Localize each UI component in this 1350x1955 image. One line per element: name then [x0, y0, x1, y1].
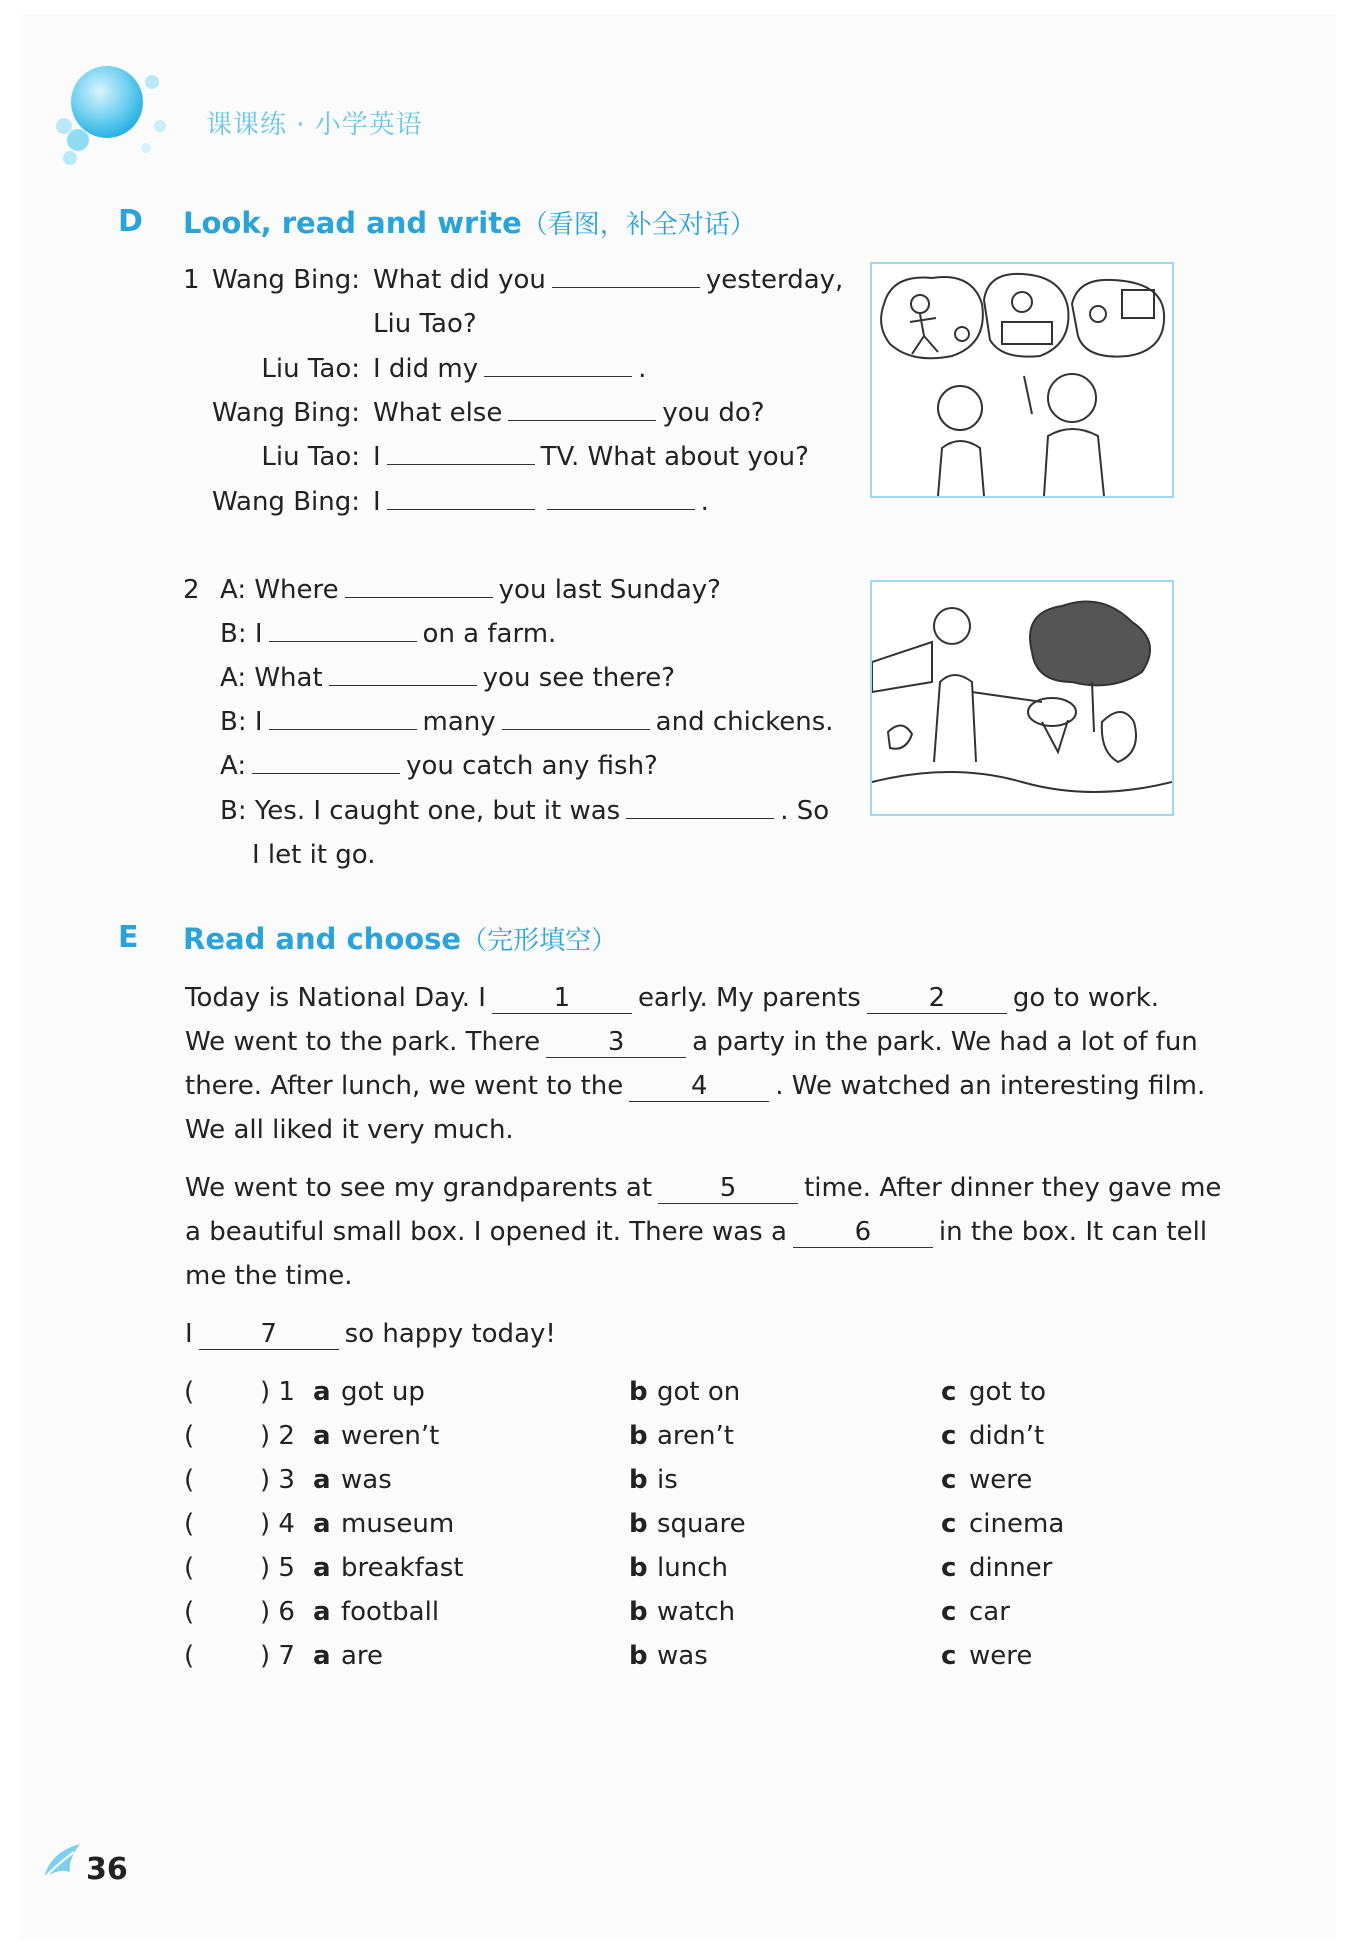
passage-line	[185, 1317, 556, 1351]
text: Today is National Day. I	[185, 983, 486, 1013]
passage-line	[185, 1215, 1207, 1249]
option-a-label[interactable]: a	[313, 1377, 331, 1407]
q2-l7: I let it go.	[252, 840, 376, 870]
option-a[interactable]: museum	[341, 1509, 455, 1539]
text: time. After dinner they gave me	[804, 1173, 1222, 1203]
text: B: Yes. I caught one, but it was	[220, 796, 621, 826]
q1-l1	[373, 263, 843, 297]
section-d-title-en: Look, read and write	[183, 206, 522, 240]
text: so happy today!	[344, 1319, 556, 1349]
option-c[interactable]: were	[969, 1465, 1033, 1495]
text: yesterday,	[705, 265, 844, 295]
q1-l1-speaker: Wang Bing:	[211, 265, 360, 295]
answer-blank[interactable]	[387, 487, 535, 510]
text: I	[373, 487, 381, 517]
answer-paren-open[interactable]: (	[184, 1641, 195, 1671]
text: B: I	[220, 707, 263, 737]
q1-l2: Liu Tao?	[373, 309, 477, 339]
option-c-label[interactable]: c	[941, 1421, 957, 1451]
section-e-letter: E	[118, 920, 139, 955]
text: in the box. It can tell	[938, 1217, 1208, 1247]
text: We went to the park. There	[185, 1027, 541, 1057]
option-c[interactable]: dinner	[969, 1553, 1053, 1583]
answer-blank[interactable]	[269, 619, 417, 642]
cloze-blank-6[interactable]: 6	[793, 1217, 933, 1248]
option-a[interactable]: are	[341, 1641, 384, 1671]
q1-l3	[373, 352, 646, 386]
option-number: ) 7	[260, 1641, 295, 1671]
text: you last Sunday?	[498, 575, 721, 605]
text: TV. What about you?	[540, 442, 809, 472]
q1-l4-speaker: Wang Bing:	[211, 398, 360, 428]
passage-line: me the time.	[185, 1261, 353, 1291]
boys-talking-drawing-icon	[872, 264, 1172, 496]
text: . So	[780, 796, 830, 826]
option-b-label[interactable]: b	[629, 1421, 648, 1451]
option-c-label[interactable]: c	[941, 1377, 957, 1407]
q1-l6-speaker: Wang Bing:	[211, 487, 360, 517]
cloze-blank-7[interactable]: 7	[199, 1319, 339, 1350]
q2-l4	[220, 705, 834, 739]
option-c-label[interactable]: c	[941, 1641, 957, 1671]
option-b-label[interactable]: b	[629, 1377, 648, 1407]
section-d-title-cn: （看图，补全对话）	[521, 210, 756, 240]
option-a-label[interactable]: a	[313, 1509, 331, 1539]
farm-fishing-drawing-icon	[872, 582, 1172, 814]
option-c-label[interactable]: c	[941, 1597, 957, 1627]
answer-blank[interactable]	[502, 707, 650, 730]
answer-blank[interactable]	[547, 487, 695, 510]
answer-paren-open[interactable]: (	[184, 1553, 195, 1583]
bubbles-logo-icon	[50, 58, 180, 170]
section-e-title	[183, 920, 617, 957]
text: A: Where	[220, 575, 339, 605]
q2-l5	[220, 749, 658, 783]
illustration-boys-talking	[870, 262, 1174, 498]
text: A:	[220, 751, 247, 781]
text: you do?	[662, 398, 765, 428]
section-e-title-cn: （完形填空）	[461, 926, 618, 956]
text: .	[638, 354, 647, 384]
answer-blank[interactable]	[552, 265, 700, 288]
option-b[interactable]: got on	[657, 1377, 741, 1407]
option-a[interactable]: breakfast	[341, 1553, 464, 1583]
answer-blank[interactable]	[387, 442, 535, 465]
option-number: ) 2	[260, 1421, 295, 1451]
text: on a farm.	[422, 619, 557, 649]
option-c[interactable]: cinema	[969, 1509, 1065, 1539]
option-number: ) 4	[260, 1509, 295, 1539]
text: A: What	[220, 663, 323, 693]
answer-blank[interactable]	[508, 398, 656, 421]
answer-paren-open[interactable]: (	[184, 1509, 195, 1539]
option-a[interactable]: was	[341, 1465, 392, 1495]
illustration-farm-fishing	[870, 580, 1174, 816]
section-e-title-en: Read and choose	[183, 922, 462, 956]
option-b-label[interactable]: b	[629, 1465, 648, 1495]
answer-blank[interactable]	[252, 751, 400, 774]
option-b-label[interactable]: b	[629, 1597, 648, 1627]
answer-blank[interactable]	[269, 707, 417, 730]
q1-l3-speaker: Liu Tao:	[261, 354, 360, 384]
option-a-label[interactable]: a	[313, 1597, 331, 1627]
q1-l5-speaker: Liu Tao:	[261, 442, 360, 472]
passage-line: We all liked it very much.	[185, 1115, 514, 1145]
q2-number: 2	[183, 575, 200, 605]
option-c[interactable]: got to	[969, 1377, 1046, 1407]
option-a[interactable]: got up	[341, 1377, 425, 1407]
cloze-blank-5[interactable]: 5	[658, 1173, 798, 1204]
answer-blank[interactable]	[484, 354, 632, 377]
option-a[interactable]: football	[341, 1597, 440, 1627]
text: early. My parents	[637, 983, 861, 1013]
section-d-title	[183, 204, 756, 241]
option-number: ) 1	[260, 1377, 295, 1407]
text: We went to see my grandparents at	[185, 1173, 653, 1203]
text: and chickens.	[655, 707, 834, 737]
cloze-blank-3[interactable]: 3	[546, 1027, 686, 1058]
answer-blank[interactable]	[345, 575, 493, 598]
option-b[interactable]: watch	[657, 1597, 736, 1627]
answer-blank[interactable]	[329, 663, 477, 686]
option-c[interactable]: were	[969, 1641, 1033, 1671]
answer-blank[interactable]	[626, 796, 774, 819]
text: What else	[373, 398, 503, 428]
text: a beautiful small box. I opened it. There was a	[185, 1217, 787, 1247]
option-c-label[interactable]: c	[941, 1553, 957, 1583]
page-number: 36	[86, 1852, 128, 1887]
text: go to work.	[1012, 983, 1160, 1013]
option-b-label[interactable]: b	[629, 1509, 648, 1539]
passage-line	[185, 1069, 1205, 1103]
q1-number: 1	[183, 265, 200, 295]
header-title: 课课练 · 小学英语	[206, 110, 423, 140]
text: you see there?	[482, 663, 676, 693]
q2-l3	[220, 661, 675, 695]
option-number: ) 6	[260, 1597, 295, 1627]
option-b[interactable]: square	[657, 1509, 746, 1539]
text: many	[422, 707, 496, 737]
text: you catch any fish?	[406, 751, 658, 781]
q1-l6	[373, 485, 709, 519]
passage-line	[185, 1171, 1221, 1205]
option-c[interactable]: car	[969, 1597, 1010, 1627]
option-b[interactable]: aren’t	[657, 1421, 734, 1451]
option-a-label[interactable]: a	[313, 1641, 331, 1671]
answer-paren-open[interactable]: (	[184, 1465, 195, 1495]
option-b-label[interactable]: b	[629, 1553, 648, 1583]
passage-line	[185, 1025, 1198, 1059]
text: I	[185, 1319, 193, 1349]
q2-l1	[220, 573, 721, 607]
option-b-label[interactable]: b	[629, 1641, 648, 1671]
option-a-label[interactable]: a	[313, 1553, 331, 1583]
answer-paren-open[interactable]: (	[184, 1421, 195, 1451]
cloze-blank-1[interactable]: 1	[492, 983, 632, 1014]
answer-paren-open[interactable]: (	[184, 1597, 195, 1627]
option-b[interactable]: is	[657, 1465, 678, 1495]
section-d-letter: D	[118, 204, 143, 239]
option-b[interactable]: lunch	[657, 1553, 728, 1583]
feather-icon	[40, 1842, 84, 1882]
cloze-blank-2[interactable]: 2	[867, 983, 1007, 1014]
text: I did my	[373, 354, 479, 384]
option-number: ) 3	[260, 1465, 295, 1495]
text: there. After lunch, we went to the	[185, 1071, 624, 1101]
option-a-label[interactable]: a	[313, 1465, 331, 1495]
q1-l5	[373, 440, 809, 474]
text: . We watched an interesting film.	[775, 1071, 1206, 1101]
option-a-label[interactable]: a	[313, 1421, 331, 1451]
option-b[interactable]: was	[657, 1641, 708, 1671]
text: What did you	[373, 265, 546, 295]
q2-l6	[220, 794, 829, 828]
passage-line	[185, 981, 1159, 1015]
option-c[interactable]: didn’t	[969, 1421, 1045, 1451]
q2-l2	[220, 617, 556, 651]
option-number: ) 5	[260, 1553, 295, 1583]
option-c-label[interactable]: c	[941, 1509, 957, 1539]
text: I	[373, 442, 381, 472]
text: B: I	[220, 619, 263, 649]
text: .	[700, 487, 709, 517]
text: a party in the park. We had a lot of fun	[692, 1027, 1198, 1057]
answer-paren-open[interactable]: (	[184, 1377, 195, 1407]
cloze-blank-4[interactable]: 4	[629, 1071, 769, 1102]
option-a[interactable]: weren’t	[341, 1421, 440, 1451]
option-c-label[interactable]: c	[941, 1465, 957, 1495]
q1-l4	[373, 396, 765, 430]
